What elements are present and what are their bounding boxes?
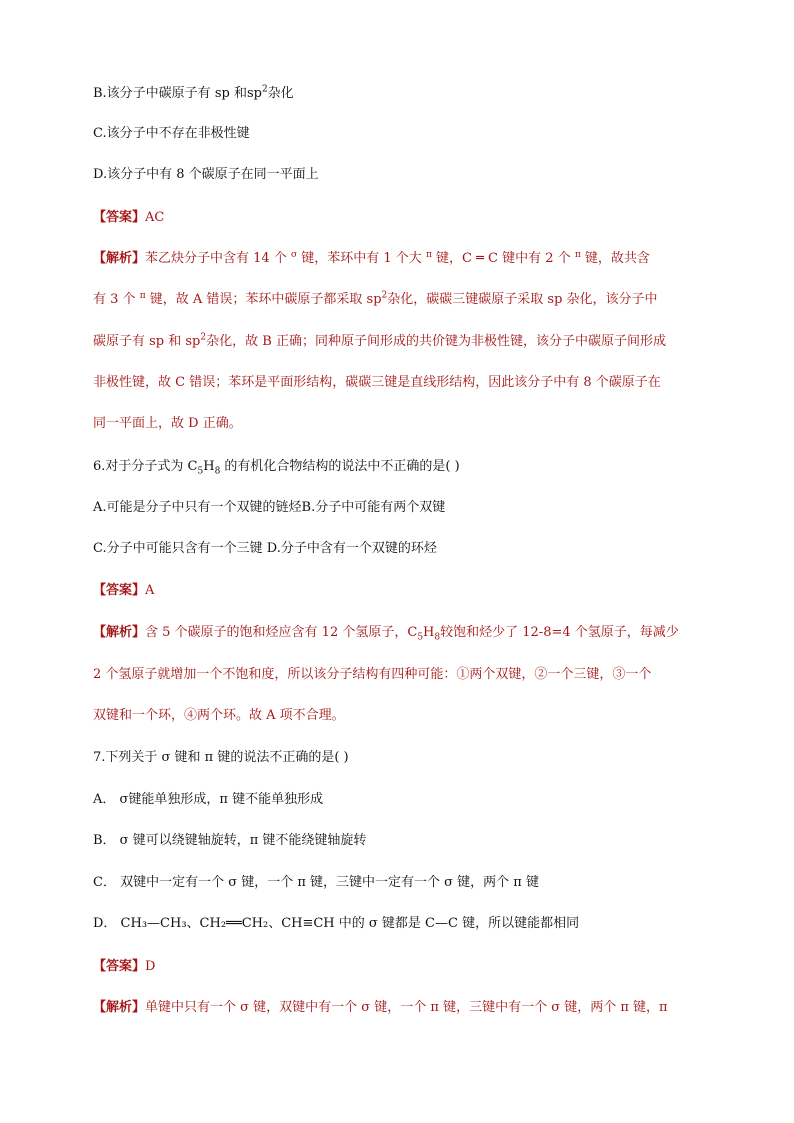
explanation-tag: 【解析】: [93, 251, 146, 266]
q6-stem: 6.对于分子式为 $C_5H_8$ 的有机化合物结构的说法中不正确的是( ): [93, 459, 460, 477]
q5-option-c: C.该分子中不存在非极性键: [93, 126, 250, 141]
answer-tag: 【答案】: [93, 210, 146, 225]
q5-answer: 【答案】AC: [93, 210, 165, 225]
q7-option-a: A． σ键能单独形成，π 键不能单独形成: [93, 792, 324, 807]
q7-option-b: B． σ 键可以绕键轴旋转，π 键不能绕键轴旋转: [93, 833, 367, 848]
q6-answer: 【答案】A: [93, 583, 155, 598]
q5-explanation-line-4: 非极性键，故 C 错误；苯环是平面形结构，碳碳三键是直线形结构，因此该分子中有 8 个碳原子在: [93, 375, 661, 390]
answer-tag: 【答案】: [93, 583, 146, 598]
answer-tag: 【答案】: [93, 959, 146, 974]
q6-explanation-line-1: 【解析】含 5 个碳原子的饱和烃应含有 12 个氢原子，$C_5H_8$较饱和烃少了 12-8=4 个氢原子，每减少: [93, 625, 679, 643]
q7-stem: 7.下列关于 σ 键和 π 键的说法不正确的是( ): [93, 750, 349, 765]
q5-option-b: B.该分子中碳原子有 sp 和$sp^2$杂化: [93, 84, 294, 101]
q7-explanation-line-1: 【解析】单键中只有一个 σ 键，双键中有一个 σ 键，一个 π 键，三键中有一个 σ 键，两个 π 键，π: [93, 1000, 668, 1015]
q5-explanation-line-5: 同一平面上，故 D 正确。: [93, 416, 242, 431]
q6-explanation-line-2: 2 个氢原子就增加一个不饱和度，所以该分子结构有四种可能：①两个双键，②一个三键，③一个: [93, 667, 652, 682]
explanation-tag: 【解析】: [93, 625, 146, 640]
q7-option-d: D． CH₃—CH₃、CH₂══CH₂、CH≡CH 中的 σ 键都是 C—C 键，所以键能都相同: [93, 916, 580, 931]
q7-option-c: C． 双键中一定有一个 σ 键，一个 π 键，三键中一定有一个 σ 键，两个 π 键: [93, 875, 539, 890]
explanation-tag: 【解析】: [93, 1000, 146, 1015]
q5-option-d: D.该分子中有 8 个碳原子在同一平面上: [93, 167, 319, 182]
q6-options-ab: A.可能是分子中只有一个双键的链烃B.分子中可能有两个双键: [93, 500, 446, 515]
q5-explanation-line-3: 碳原子有 sp 和 $sp^2$杂化，故 B 正确；同种原子间形成的共价键为非极性键，该分子中碳原子间形成: [93, 332, 666, 349]
q5-explanation-line-2: 有 3 个 $^\pi$ 键，故 A 错误；苯环中碳原子都采取 $sp^2$杂化，碳碳三键碳原子采取 sp 杂化，该分子中: [93, 290, 658, 307]
q6-explanation-line-3: 双键和一个环，④两个环。故 A 项不合理。: [93, 708, 345, 723]
q7-answer: 【答案】D: [93, 959, 156, 974]
q6-options-cd: C.分子中可能只含有一个三键 D.分子中含有一个双键的环烃: [93, 541, 437, 556]
q5-explanation-line-1: 【解析】苯乙炔分子中含有 14 个 $^\sigma$ 键，苯环中有 1 个大 $^\pi$ 键，C ═ C 键中有 2 个 $^\pi$ 键，故共含: [93, 250, 650, 266]
